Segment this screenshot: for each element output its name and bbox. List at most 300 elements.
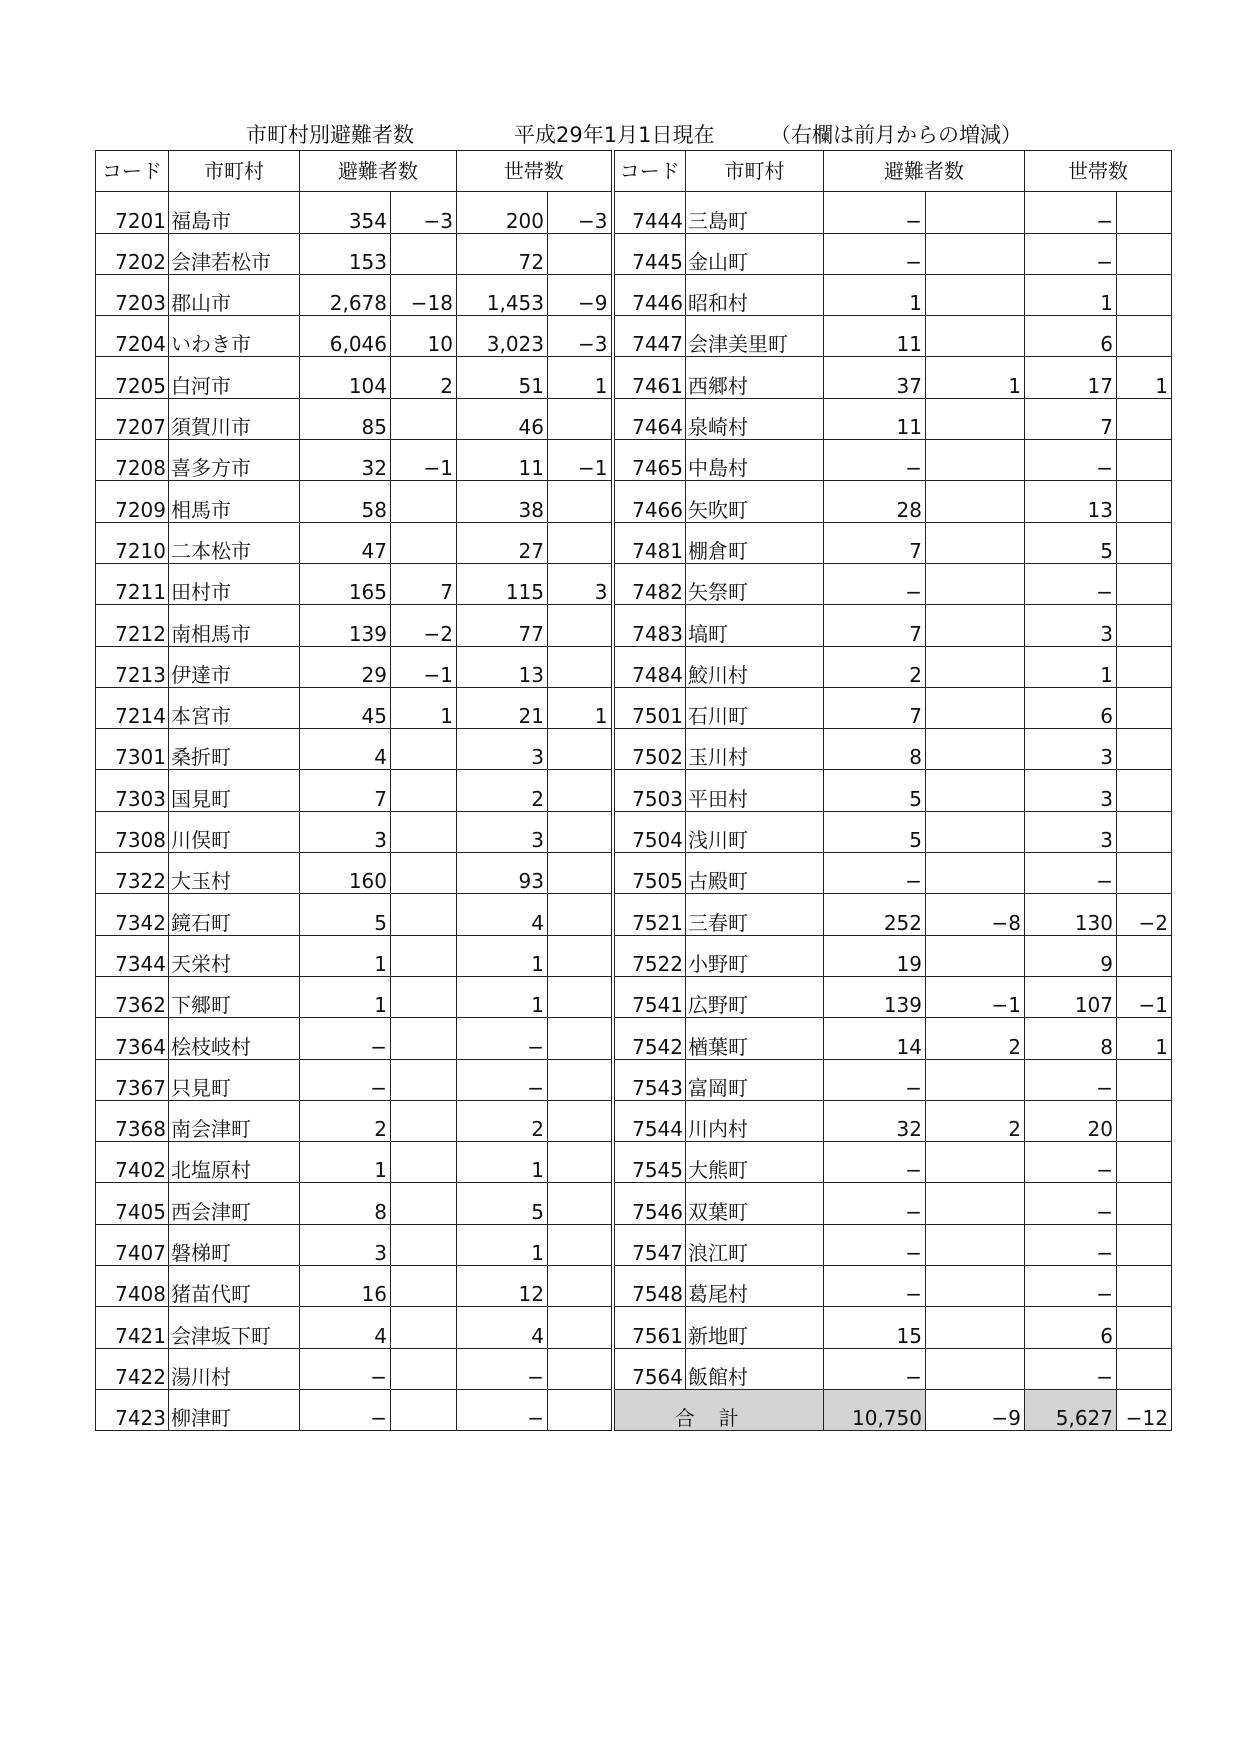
right-cell-code: 7464	[613, 398, 686, 439]
left-cell-evacuees-change	[391, 853, 457, 894]
left-cell-evacuees: 1	[300, 976, 391, 1017]
left-cell-evacuees: 3	[300, 1224, 391, 1265]
left-cell-code: 7211	[96, 563, 169, 604]
right-cell-municipality: 小野町	[686, 935, 824, 976]
left-cell-households: 93	[457, 853, 548, 894]
right-cell-code: 7502	[613, 729, 686, 770]
right-cell-code: 7503	[613, 770, 686, 811]
left-cell-households-change: 1	[548, 357, 613, 398]
left-cell-municipality: 川俣町	[169, 811, 300, 852]
right-cell-households-change: −1	[1117, 976, 1172, 1017]
left-cell-households: 11	[457, 440, 548, 481]
right-cell-evacuees-change	[926, 811, 1025, 852]
right-cell-evacuees: −	[824, 192, 926, 233]
left-cell-households-change	[548, 1348, 613, 1389]
right-cell-households: −	[1025, 1266, 1117, 1307]
right-cell-municipality: 三島町	[686, 192, 824, 233]
left-cell-evacuees: 354	[300, 192, 391, 233]
left-cell-code: 7408	[96, 1266, 169, 1307]
left-cell-code: 7423	[96, 1389, 169, 1430]
left-cell-code: 7344	[96, 935, 169, 976]
left-cell-households-change	[548, 770, 613, 811]
table-row	[96, 605, 1172, 646]
left-cell-municipality: 桑折町	[169, 729, 300, 770]
right-cell-municipality: 富岡町	[686, 1059, 824, 1100]
left-cell-households: 1,453	[457, 274, 548, 315]
left-cell-municipality: 磐梯町	[169, 1224, 300, 1265]
left-cell-households: 1	[457, 976, 548, 1017]
left-cell-municipality: 会津坂下町	[169, 1307, 300, 1348]
right-cell-households-change	[1117, 274, 1172, 315]
left-cell-evacuees: 47	[300, 522, 391, 563]
table-row	[96, 1142, 1172, 1183]
right-cell-municipality: 楢葉町	[686, 1018, 824, 1059]
left-cell-municipality: 柳津町	[169, 1389, 300, 1430]
right-cell-households: 8	[1025, 1018, 1117, 1059]
left-cell-evacuees-change	[391, 976, 457, 1017]
right-cell-evacuees-change	[926, 440, 1025, 481]
table-row	[96, 1307, 1172, 1348]
right-cell-households: 3	[1025, 729, 1117, 770]
left-cell-evacuees-change	[391, 1183, 457, 1224]
right-cell-code: 7564	[613, 1348, 686, 1389]
header-municipality-left: 市町村	[169, 151, 300, 192]
right-cell-evacuees-change	[926, 729, 1025, 770]
left-cell-households-change	[548, 1389, 613, 1430]
left-cell-code: 7212	[96, 605, 169, 646]
right-cell-municipality: 浪江町	[686, 1224, 824, 1265]
right-cell-evacuees: −	[824, 440, 926, 481]
right-cell-municipality: 中島村	[686, 440, 824, 481]
table-row	[96, 440, 1172, 481]
right-cell-households-change	[1117, 233, 1172, 274]
left-cell-evacuees: 29	[300, 646, 391, 687]
left-cell-households-change	[548, 976, 613, 1017]
right-cell-evacuees: 11	[824, 316, 926, 357]
left-cell-code: 7362	[96, 976, 169, 1017]
right-cell-households-change	[1117, 729, 1172, 770]
left-cell-code: 7322	[96, 853, 169, 894]
left-cell-evacuees: 160	[300, 853, 391, 894]
right-cell-households-change	[1117, 563, 1172, 604]
left-cell-evacuees-change	[391, 1059, 457, 1100]
table-row	[96, 1348, 1172, 1389]
left-cell-evacuees: −	[300, 1348, 391, 1389]
left-cell-households-change	[548, 1018, 613, 1059]
left-cell-municipality: 下郷町	[169, 976, 300, 1017]
right-cell-evacuees-change	[926, 1059, 1025, 1100]
right-cell-code: 7544	[613, 1100, 686, 1141]
right-cell-households-change	[1117, 316, 1172, 357]
right-cell-evacuees: 32	[824, 1100, 926, 1141]
right-cell-households: −	[1025, 853, 1117, 894]
table-row	[96, 646, 1172, 687]
total-evacuees-change: −9	[926, 1389, 1025, 1430]
title-date: 平成29年1月1日現在	[514, 123, 715, 147]
left-cell-households: 3	[457, 811, 548, 852]
left-cell-code: 7208	[96, 440, 169, 481]
right-cell-evacuees: 139	[824, 976, 926, 1017]
left-cell-code: 7342	[96, 894, 169, 935]
right-cell-code: 7505	[613, 853, 686, 894]
left-cell-evacuees-change	[391, 935, 457, 976]
left-cell-code: 7308	[96, 811, 169, 852]
right-cell-evacuees: −	[824, 1059, 926, 1100]
right-cell-municipality: 川内村	[686, 1100, 824, 1141]
left-cell-households-change	[548, 1224, 613, 1265]
right-cell-evacuees: 8	[824, 729, 926, 770]
right-cell-code: 7447	[613, 316, 686, 357]
left-cell-municipality: 相馬市	[169, 481, 300, 522]
right-cell-code: 7484	[613, 646, 686, 687]
left-cell-evacuees-change	[391, 1142, 457, 1183]
header-households-left: 世帯数	[457, 151, 613, 192]
right-cell-code: 7522	[613, 935, 686, 976]
right-cell-households: −	[1025, 1224, 1117, 1265]
left-cell-municipality: 福島市	[169, 192, 300, 233]
table-row	[96, 316, 1172, 357]
right-cell-evacuees-change	[926, 1266, 1025, 1307]
right-cell-municipality: 金山町	[686, 233, 824, 274]
left-cell-evacuees: 32	[300, 440, 391, 481]
header-households-right: 世帯数	[1025, 151, 1172, 192]
left-cell-evacuees-change	[391, 1018, 457, 1059]
left-cell-municipality: 南相馬市	[169, 605, 300, 646]
right-cell-households: −	[1025, 440, 1117, 481]
left-cell-households: 115	[457, 563, 548, 604]
left-cell-households-change	[548, 853, 613, 894]
right-cell-municipality: 鮫川村	[686, 646, 824, 687]
left-cell-households: −	[457, 1389, 548, 1430]
table-row	[96, 274, 1172, 315]
right-cell-households-change	[1117, 853, 1172, 894]
right-cell-households-change	[1117, 1183, 1172, 1224]
header-evacuees-left: 避難者数	[300, 151, 457, 192]
right-cell-households-change	[1117, 770, 1172, 811]
table-row	[96, 522, 1172, 563]
right-cell-households-change	[1117, 1266, 1172, 1307]
left-cell-code: 7204	[96, 316, 169, 357]
left-cell-households-change	[548, 935, 613, 976]
right-cell-households: 7	[1025, 398, 1117, 439]
table-row	[96, 687, 1172, 728]
left-cell-code: 7209	[96, 481, 169, 522]
right-cell-evacuees-change: 2	[926, 1100, 1025, 1141]
right-cell-evacuees: 19	[824, 935, 926, 976]
left-cell-code: 7405	[96, 1183, 169, 1224]
right-cell-municipality: 飯館村	[686, 1348, 824, 1389]
table-row	[96, 357, 1172, 398]
table-body	[96, 151, 1172, 1431]
left-cell-households: 51	[457, 357, 548, 398]
left-cell-households-change	[548, 894, 613, 935]
right-cell-households-change	[1117, 1348, 1172, 1389]
evacuee-table	[95, 150, 1172, 1431]
right-cell-evacuees-change	[926, 1142, 1025, 1183]
right-cell-households-change	[1117, 440, 1172, 481]
table-row	[96, 1018, 1172, 1059]
left-cell-households-change	[548, 605, 613, 646]
left-cell-evacuees: −	[300, 1059, 391, 1100]
left-cell-evacuees-change	[391, 729, 457, 770]
right-cell-municipality: 平田村	[686, 770, 824, 811]
right-cell-households: 13	[1025, 481, 1117, 522]
left-cell-evacuees: 1	[300, 1142, 391, 1183]
right-cell-evacuees-change	[926, 233, 1025, 274]
right-cell-households-change	[1117, 1307, 1172, 1348]
right-cell-code: 7446	[613, 274, 686, 315]
left-cell-municipality: 郡山市	[169, 274, 300, 315]
right-cell-evacuees: 2	[824, 646, 926, 687]
total-households-change: −12	[1117, 1389, 1172, 1430]
table-row	[96, 729, 1172, 770]
right-cell-evacuees: 252	[824, 894, 926, 935]
right-cell-households-change	[1117, 1059, 1172, 1100]
right-cell-code: 7521	[613, 894, 686, 935]
left-cell-code: 7367	[96, 1059, 169, 1100]
table-row	[96, 192, 1172, 233]
total-label: 合計	[613, 1389, 824, 1430]
left-cell-evacuees: 45	[300, 687, 391, 728]
right-cell-households: 6	[1025, 316, 1117, 357]
left-cell-households: 1	[457, 1224, 548, 1265]
right-cell-evacuees-change	[926, 646, 1025, 687]
right-cell-code: 7543	[613, 1059, 686, 1100]
left-cell-households-change	[548, 1100, 613, 1141]
left-cell-households: 27	[457, 522, 548, 563]
right-cell-households: 107	[1025, 976, 1117, 1017]
left-cell-code: 7203	[96, 274, 169, 315]
left-cell-code: 7202	[96, 233, 169, 274]
right-cell-municipality: 葛尾村	[686, 1266, 824, 1307]
right-cell-code: 7547	[613, 1224, 686, 1265]
left-cell-households: 3	[457, 729, 548, 770]
left-cell-evacuees-change: −1	[391, 646, 457, 687]
right-cell-municipality: 新地町	[686, 1307, 824, 1348]
right-cell-households-change	[1117, 605, 1172, 646]
right-cell-municipality: 昭和村	[686, 274, 824, 315]
left-cell-evacuees-change	[391, 1100, 457, 1141]
left-cell-municipality: 本宮市	[169, 687, 300, 728]
left-cell-households: 4	[457, 894, 548, 935]
table-row	[96, 398, 1172, 439]
right-cell-code: 7548	[613, 1266, 686, 1307]
left-cell-households-change: −1	[548, 440, 613, 481]
left-cell-evacuees: 153	[300, 233, 391, 274]
left-cell-municipality: 北塩原村	[169, 1142, 300, 1183]
left-cell-evacuees-change: −1	[391, 440, 457, 481]
left-cell-code: 7205	[96, 357, 169, 398]
right-cell-households-change	[1117, 1142, 1172, 1183]
left-cell-households: −	[457, 1348, 548, 1389]
left-cell-evacuees-change: −2	[391, 605, 457, 646]
right-cell-evacuees-change	[926, 192, 1025, 233]
right-cell-households-change	[1117, 1224, 1172, 1265]
left-cell-households: 38	[457, 481, 548, 522]
right-cell-households-change	[1117, 481, 1172, 522]
right-cell-code: 7546	[613, 1183, 686, 1224]
header-code-left: コード	[96, 151, 169, 192]
right-cell-code: 7444	[613, 192, 686, 233]
title-note: （右欄は前月からの増減）	[770, 123, 1022, 147]
right-cell-evacuees: 37	[824, 357, 926, 398]
right-cell-households: 3	[1025, 811, 1117, 852]
left-cell-evacuees-change: −3	[391, 192, 457, 233]
right-cell-code: 7483	[613, 605, 686, 646]
right-cell-evacuees-change	[926, 522, 1025, 563]
left-cell-households-change	[548, 522, 613, 563]
right-cell-households: 9	[1025, 935, 1117, 976]
left-cell-municipality: 白河市	[169, 357, 300, 398]
left-cell-evacuees: 139	[300, 605, 391, 646]
right-cell-code: 7541	[613, 976, 686, 1017]
right-cell-evacuees: −	[824, 1224, 926, 1265]
left-cell-municipality: 田村市	[169, 563, 300, 604]
right-cell-evacuees-change	[926, 1348, 1025, 1389]
right-cell-evacuees: 28	[824, 481, 926, 522]
right-cell-evacuees-change: −8	[926, 894, 1025, 935]
table-row	[96, 894, 1172, 935]
table-row	[96, 1183, 1172, 1224]
left-cell-households: 2	[457, 770, 548, 811]
right-cell-evacuees: 5	[824, 811, 926, 852]
right-cell-households-change: 1	[1117, 1018, 1172, 1059]
right-cell-evacuees: −	[824, 1266, 926, 1307]
right-cell-households: 6	[1025, 687, 1117, 728]
left-cell-households-change	[548, 729, 613, 770]
left-cell-code: 7368	[96, 1100, 169, 1141]
left-cell-households-change: −3	[548, 316, 613, 357]
left-cell-evacuees: 8	[300, 1183, 391, 1224]
left-cell-evacuees-change	[391, 1389, 457, 1430]
left-cell-evacuees-change	[391, 1224, 457, 1265]
left-cell-municipality: 大玉村	[169, 853, 300, 894]
left-cell-municipality: 会津若松市	[169, 233, 300, 274]
table-row	[96, 935, 1172, 976]
left-cell-households: 77	[457, 605, 548, 646]
table-row	[96, 563, 1172, 604]
right-cell-code: 7501	[613, 687, 686, 728]
right-cell-evacuees: −	[824, 1348, 926, 1389]
left-cell-municipality: 猪苗代町	[169, 1266, 300, 1307]
table-row	[96, 1100, 1172, 1141]
right-cell-evacuees-change	[926, 563, 1025, 604]
left-cell-households: 21	[457, 687, 548, 728]
left-cell-households-change	[548, 646, 613, 687]
left-cell-code: 7402	[96, 1142, 169, 1183]
right-cell-evacuees-change	[926, 1183, 1025, 1224]
right-cell-households-change	[1117, 522, 1172, 563]
table-row	[96, 233, 1172, 274]
left-cell-municipality: 西会津町	[169, 1183, 300, 1224]
right-cell-code: 7461	[613, 357, 686, 398]
right-cell-households-change	[1117, 935, 1172, 976]
right-cell-municipality: 会津美里町	[686, 316, 824, 357]
left-cell-households: 200	[457, 192, 548, 233]
right-cell-municipality: 泉崎村	[686, 398, 824, 439]
left-cell-households: 46	[457, 398, 548, 439]
right-cell-code: 7481	[613, 522, 686, 563]
left-cell-households-change	[548, 1183, 613, 1224]
left-cell-households-change	[548, 398, 613, 439]
left-cell-evacuees: 2	[300, 1100, 391, 1141]
right-cell-households-change: −2	[1117, 894, 1172, 935]
left-cell-evacuees: 16	[300, 1266, 391, 1307]
left-cell-code: 7301	[96, 729, 169, 770]
left-cell-households: 2	[457, 1100, 548, 1141]
right-cell-households: 1	[1025, 646, 1117, 687]
left-cell-evacuees-change: 2	[391, 357, 457, 398]
document-title	[0, 121, 1240, 149]
left-cell-households: 12	[457, 1266, 548, 1307]
right-cell-households-change	[1117, 687, 1172, 728]
left-cell-households: −	[457, 1059, 548, 1100]
right-cell-code: 7466	[613, 481, 686, 522]
left-cell-evacuees-change	[391, 1307, 457, 1348]
left-cell-municipality: 只見町	[169, 1059, 300, 1100]
left-cell-households-change: −3	[548, 192, 613, 233]
left-cell-evacuees: 5	[300, 894, 391, 935]
right-cell-evacuees-change	[926, 853, 1025, 894]
left-cell-households: 4	[457, 1307, 548, 1348]
left-cell-evacuees: 2,678	[300, 274, 391, 315]
left-cell-households: 3,023	[457, 316, 548, 357]
left-cell-households: −	[457, 1018, 548, 1059]
left-cell-households-change	[548, 1059, 613, 1100]
left-cell-households: 5	[457, 1183, 548, 1224]
left-cell-municipality: 伊達市	[169, 646, 300, 687]
left-cell-evacuees: 1	[300, 935, 391, 976]
left-cell-households-change	[548, 1266, 613, 1307]
table-row	[96, 1389, 1172, 1430]
left-cell-evacuees: 3	[300, 811, 391, 852]
right-cell-code: 7545	[613, 1142, 686, 1183]
right-cell-evacuees-change: 1	[926, 357, 1025, 398]
left-cell-households-change	[548, 481, 613, 522]
right-cell-evacuees-change	[926, 1307, 1025, 1348]
right-cell-municipality: 石川町	[686, 687, 824, 728]
left-cell-evacuees-change: −18	[391, 274, 457, 315]
right-cell-municipality: 棚倉町	[686, 522, 824, 563]
right-cell-evacuees-change	[926, 1224, 1025, 1265]
right-cell-households: −	[1025, 563, 1117, 604]
left-cell-code: 7214	[96, 687, 169, 728]
left-cell-households-change: −9	[548, 274, 613, 315]
right-cell-households-change	[1117, 192, 1172, 233]
right-cell-municipality: 矢吹町	[686, 481, 824, 522]
right-cell-evacuees: 7	[824, 605, 926, 646]
right-cell-evacuees-change	[926, 316, 1025, 357]
right-cell-evacuees: 11	[824, 398, 926, 439]
left-cell-households-change: 1	[548, 687, 613, 728]
right-cell-code: 7465	[613, 440, 686, 481]
left-cell-evacuees: 85	[300, 398, 391, 439]
left-cell-municipality: 南会津町	[169, 1100, 300, 1141]
header-municipality-right: 市町村	[686, 151, 824, 192]
right-cell-evacuees: −	[824, 233, 926, 274]
total-evacuees: 10,750	[824, 1389, 926, 1430]
right-cell-households: 5	[1025, 522, 1117, 563]
left-cell-households-change	[548, 1307, 613, 1348]
right-cell-households: 3	[1025, 605, 1117, 646]
right-cell-evacuees: 14	[824, 1018, 926, 1059]
left-cell-households-change: 3	[548, 563, 613, 604]
right-cell-evacuees: 5	[824, 770, 926, 811]
left-cell-evacuees-change	[391, 811, 457, 852]
table-row	[96, 853, 1172, 894]
left-cell-evacuees: 165	[300, 563, 391, 604]
right-cell-evacuees-change	[926, 935, 1025, 976]
